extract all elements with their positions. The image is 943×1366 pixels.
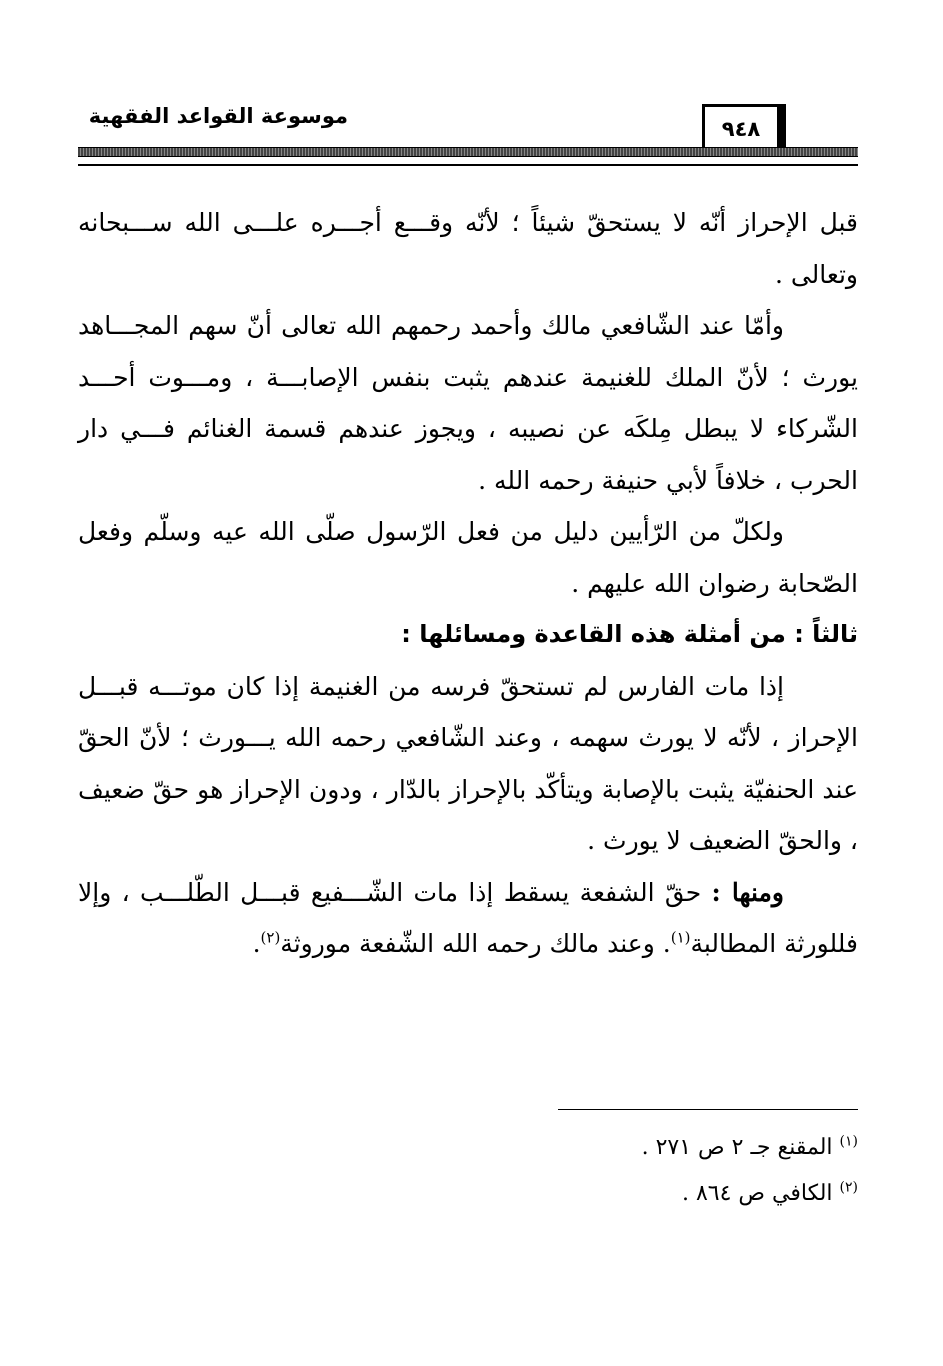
footnote-2 xyxy=(400,1171,858,1217)
header-decorative-band xyxy=(78,147,858,157)
footnote-ref-2[interactable]: (٢) xyxy=(260,928,281,947)
paragraph-5-text: حقّ الشفعة يسقط إذا مات الشّـــفيع قبـــل الطّلـــب ، وإلا فللورثة المطالبة xyxy=(78,877,858,958)
footnotes xyxy=(400,1125,858,1217)
footnote-1-mark: (١) xyxy=(839,1133,858,1150)
footnote-1-text: المقنع جـ ٢ ص ٢٧١ . xyxy=(641,1135,833,1160)
paragraph-5-lead: ومنها : xyxy=(711,877,784,907)
paragraph-4: إذا مات الفارس لم تستحقّ فرسه من الغنيمة إذا كان موتـــه قبـــل الإحراز ، لأنّه لا يورث سهمه ، وعند الشّافعي رحمه الله يـــورث ؛ لأنّ الحقّ عند الحنفيّة يثبت بالإصابة ويتأكّد بالإحراز بالدّار ، ودون الإحراز هو حقّ ضعيف ، والحقّ الضعيف لا يورث . xyxy=(78,671,858,855)
section-heading: ثالثاً : من أمثلة هذه القاعدة ومسائلها : xyxy=(401,620,858,648)
footnote-2-mark: (٢) xyxy=(839,1179,858,1196)
footnote-1 xyxy=(400,1125,858,1171)
paragraph-2: وأمّا عند الشّافعي مالك وأحمد رحمهم الله تعالى أنّ سهم المجـــاهد يورث ؛ لأنّ الملك للغنيمة عندهم يثبت بنفس الإصابـــة ، ومـــوت أحـــد الشّركاء لا يبطل مِلكَه عن نصيبه ، ويجوز عندهم قسمة الغنائم فـــي دار الحرب ، خلافاً لأبي حنيفة رحمه الله . xyxy=(78,311,858,495)
paragraph-5-end: . xyxy=(252,929,261,958)
footnote-separator xyxy=(558,1109,858,1110)
paragraph-5-mid: . وعند مالك رحمه الله الشّفعة موروثة xyxy=(280,929,671,958)
main-text xyxy=(78,197,858,970)
paragraph-5 xyxy=(78,867,858,970)
footnote-ref-1[interactable]: (١) xyxy=(670,928,691,947)
header-rule xyxy=(78,164,858,166)
footnote-2-text: الكافي ص ٨٦٤ . xyxy=(681,1181,833,1206)
page-number: ٩٤٨ xyxy=(721,117,761,141)
paragraph-3: ولكلّ من الرّأيين دليل من فعل الرّسول صلّى الله عيه وسلّم وفعل الصّحابة رضوان الله عليهم . xyxy=(78,517,858,598)
paragraph-1: قبل الإحراز أنّه لا يستحقّ شيئاً ؛ لأنّه وقـــع أجـــره علـــى الله ســـبحانه وتعالى . xyxy=(78,208,858,289)
running-header-title: موسوعة القواعد الفقهية xyxy=(88,104,348,128)
